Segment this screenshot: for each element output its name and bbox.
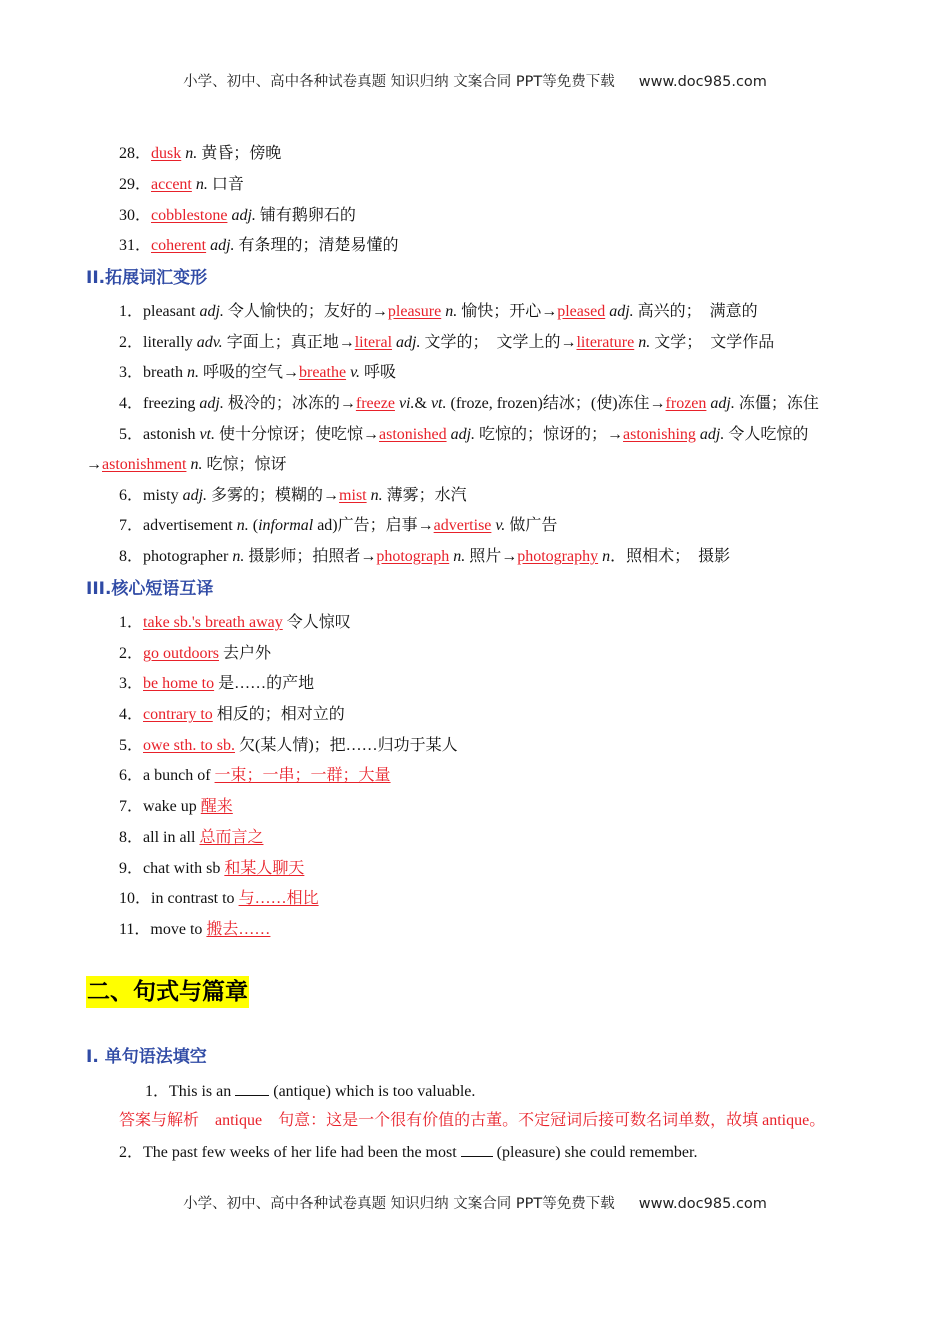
phrase-item: 2．go outdoors 去户外 [119,645,272,662]
list-item: 4．freezing adj. 极冷的；冰冻的→freeze vi.& vt. (froze, frozen)结冰；(使)冻住→frozen adj. 冻僵；冻住 [119,395,819,412]
answer-blank [461,1142,493,1157]
header-site-link[interactable]: www.doc985.com [638,74,767,90]
phrase-item: 6．a bunch of 一束；一串；一群；大量 [119,767,391,784]
list-item-continuation: →astonishment n. 吃惊；惊讶 [86,456,287,473]
part-heading-sentences: 二、句式与篇章 [86,976,249,1008]
list-item: 3．breath n. 呼吸的空气→breathe v. 呼吸 [119,364,397,381]
phrase-item: 3．be home to 是……的产地 [119,675,315,692]
phrase-item: 11．move to 搬去…… [119,921,271,938]
section-heading-phrases: III.核心短语互译 [86,579,214,599]
phrase-item: 10．in contrast to 与……相比 [119,890,319,907]
list-item: 2．literally adv. 字面上；真正地→literal adj. 文学的； 文学上的→literature n. 文学； 文学作品 [119,334,775,351]
vocab-answer: cobblestone [151,207,228,224]
answer-explanation: 答案与解析 antique 句意：这是一个很有价值的古董。不定冠词后接可数名词单数，故填 antique。 [119,1112,826,1129]
header-text: 小学、初中、高中各种试卷真题 知识归纳 文案合同 PPT等免费下载 [183,74,615,90]
vocab-item: 30．cobblestone adj. 铺有鹅卵石的 [119,207,356,224]
section-heading-grammar-fill: I. 单句语法填空 [86,1047,207,1067]
list-item: 5．astonish vt. 使十分惊讶；使吃惊→astonished adj. 吃惊的；惊讶的；→astonishing adj. 令人吃惊的 [119,426,809,443]
phrase-item: 5．owe sth. to sb. 欠(某人情)；把……归功于某人 [119,737,458,754]
question-2: 2．The past few weeks of her life had been the most (pleasure) she could remember. [119,1144,698,1161]
vocab-answer: dusk [151,145,182,162]
answer-blank [235,1081,269,1096]
question-1: 1．This is an (antique) which is too valuable. [145,1083,476,1100]
phrase-item: 8．all in all 总而言之 [119,829,264,846]
vocab-item: 31．coherent adj. 有条理的；清楚易懂的 [119,237,399,254]
page-header [0,70,950,91]
vocab-item: 29．accent n. 口音 [119,176,244,193]
section-heading-word-forms: II.拓展词汇变形 [86,268,208,288]
phrase-item: 1．take sb.'s breath away 令人惊叹 [119,614,351,631]
page-footer [0,1192,950,1213]
list-item: 1．pleasant adj. 令人愉快的；友好的→pleasure n. 愉快；开心→pleased adj. 高兴的； 满意的 [119,303,758,320]
list-item: 8．photographer n. 摄影师；拍照者→photograph n. 照片→photography n．照相术； 摄影 [119,548,731,565]
footer-site-link[interactable]: www.doc985.com [638,1196,767,1212]
list-item: 7．advertisement n. (informal ad)广告；启事→advertise v. 做广告 [119,517,558,534]
phrase-item: 7．wake up 醒来 [119,798,233,815]
vocab-item: 28．dusk n. 黄昏；傍晚 [119,145,282,162]
footer-text: 小学、初中、高中各种试卷真题 知识归纳 文案合同 PPT等免费下载 [183,1196,615,1212]
list-item: 6．misty adj. 多雾的；模糊的→mist n. 薄雾；水汽 [119,487,467,504]
vocab-answer: accent [151,176,192,193]
vocab-answer: coherent [151,237,207,254]
phrase-item: 4．contrary to 相反的；相对立的 [119,706,345,723]
phrase-item: 9．chat with sb 和某人聊天 [119,860,305,877]
